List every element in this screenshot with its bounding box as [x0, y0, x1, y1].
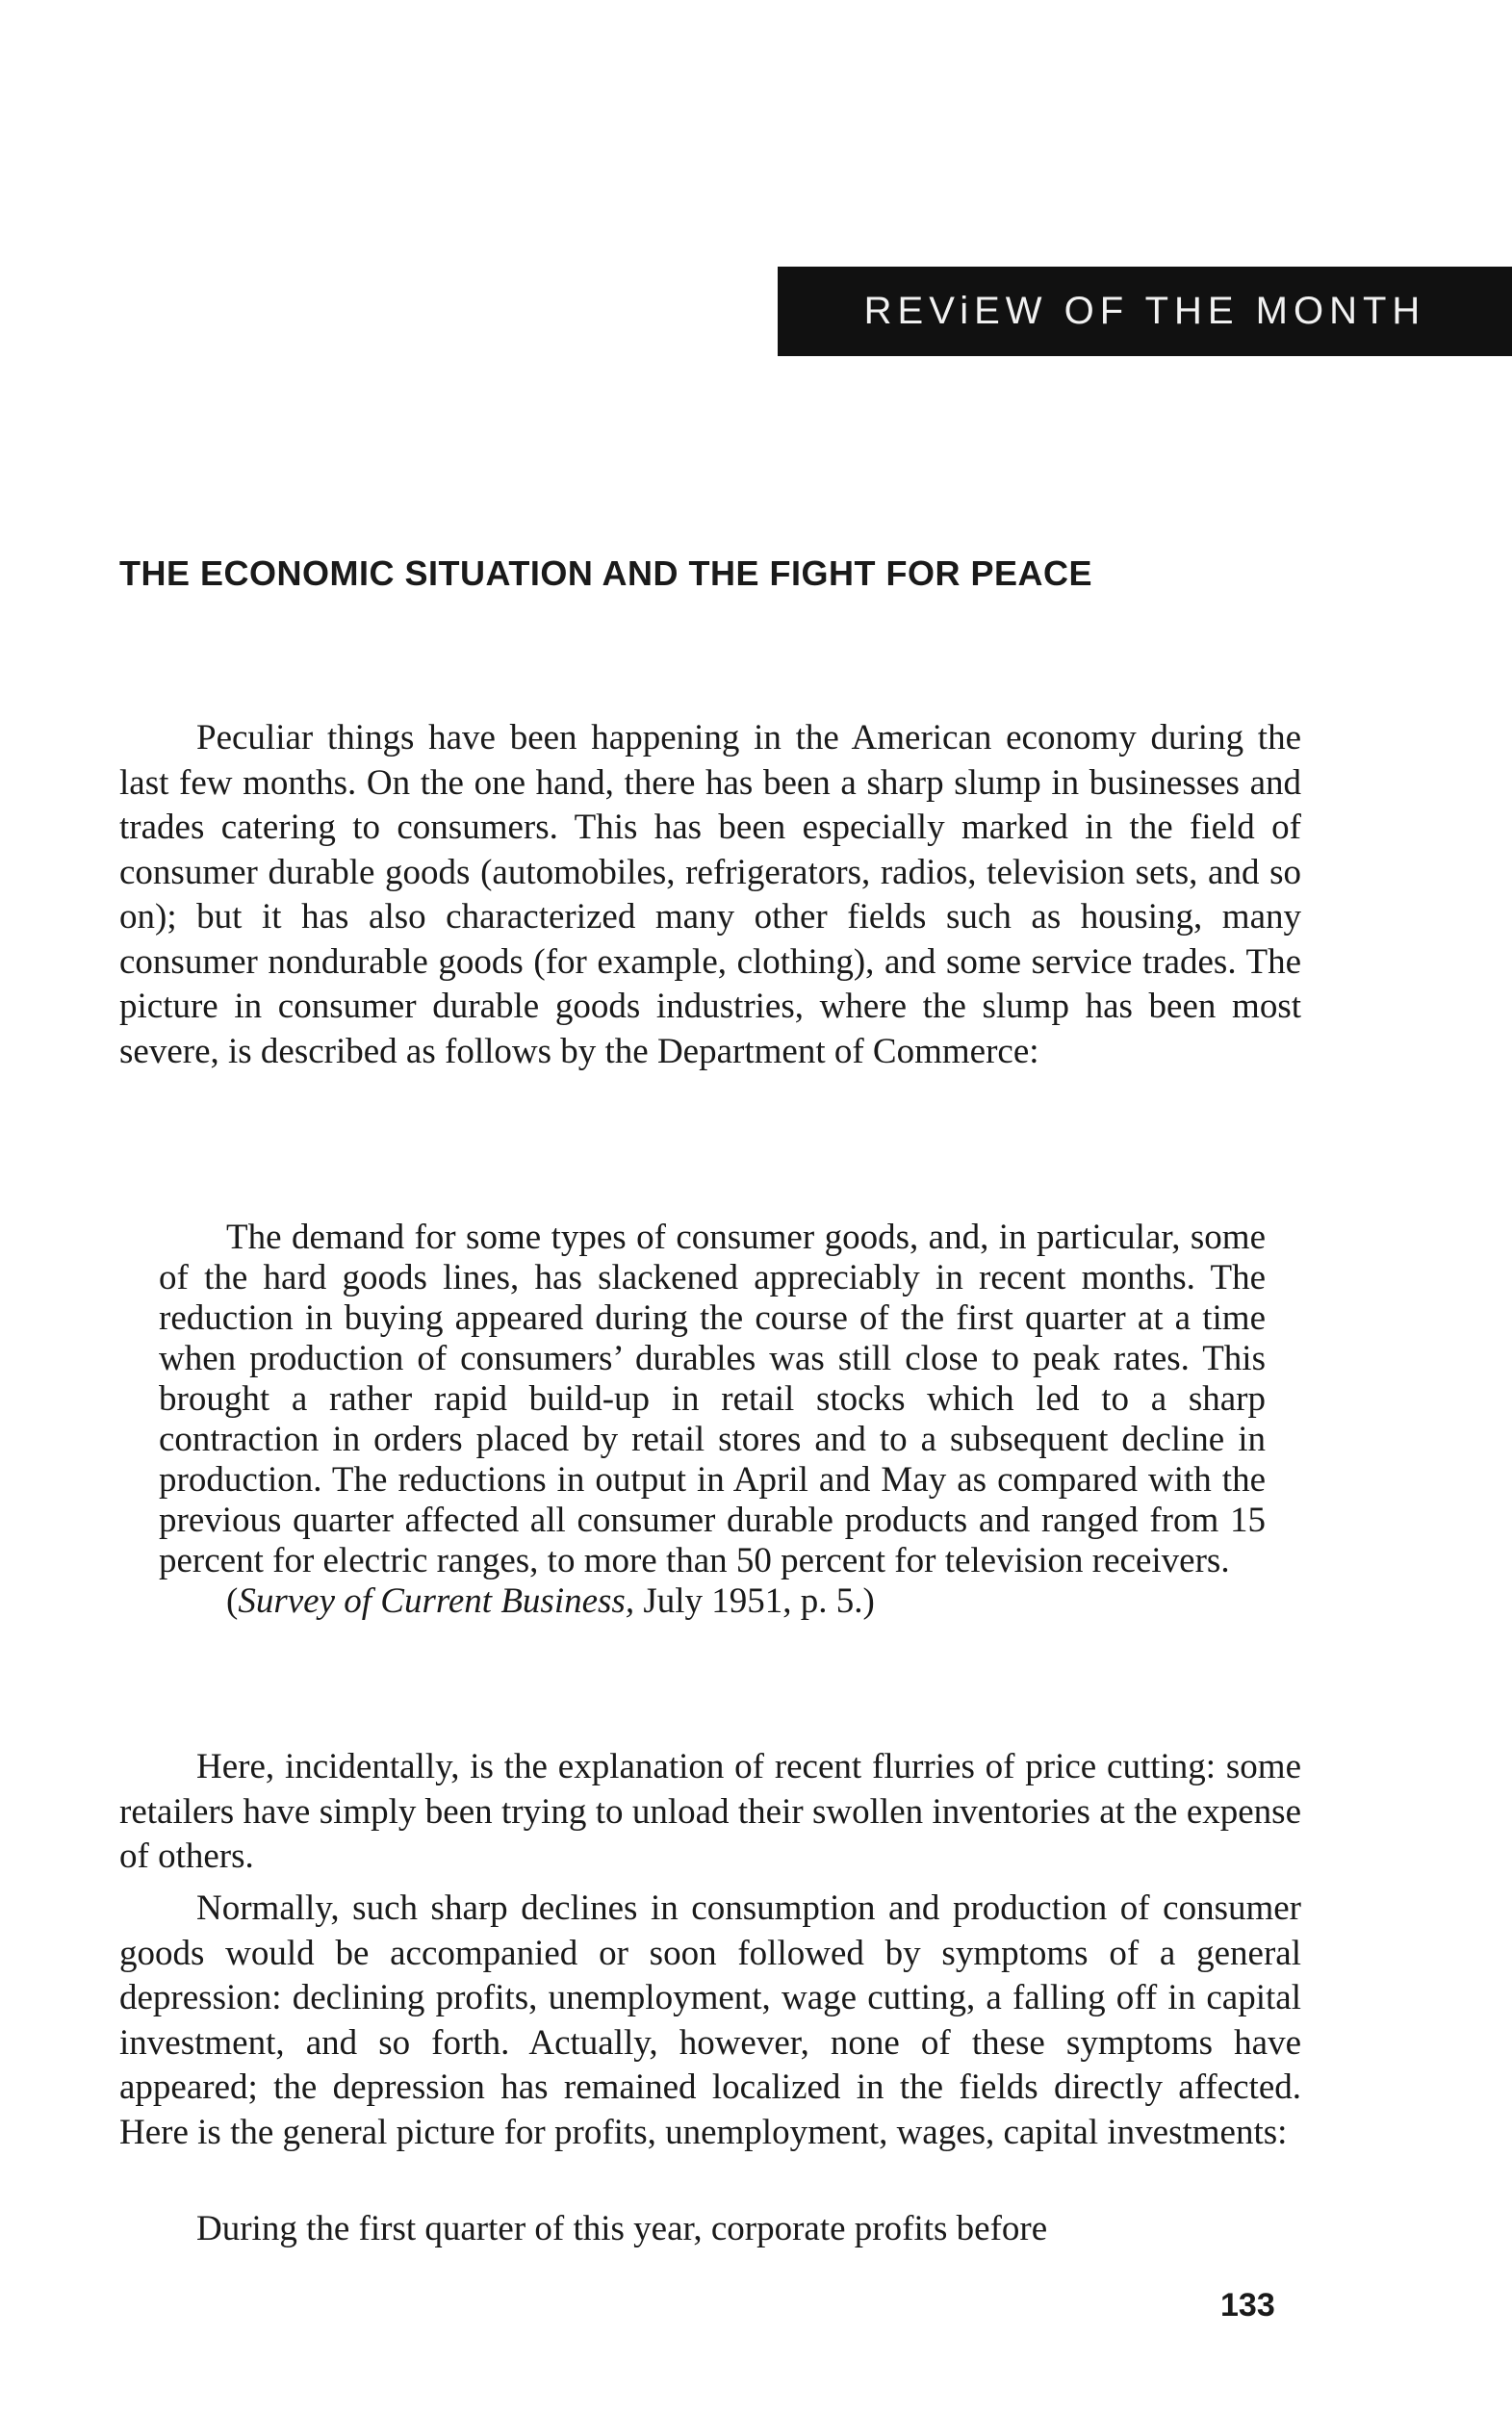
paragraph-intro: Peculiar things have been happening in the American economy during the last few months. On the one hand, there has been a sharp slump in businesses and trades catering to consumers. This has been especially marked in the field of consumer durable goods (automobiles, refrigerators, radios, television sets, and so on); but it has also characterized many other fields such as housing, many consumer nondurable goods (for example, clothing), and some service trades. The picture in consumer durable goods industries, where the slump has been most severe, is described as follows by the Department of Commerce: — [119, 718, 1301, 1071]
page-number: 133 — [1220, 2287, 1275, 2324]
block-quote-text: The demand for some types of consumer goods, and, in particular, some of the hard goods lines, has slackened appreciably in recent months. The reduction in buying appeared during the course of the first quarter at a time when production of consumers’ durables was still close to peak rates. This brought a rather rapid build-up in retail stocks which led to a sharp contraction in orders placed by retail stores and to a subsequent decline in production. The reductions in output in April and May as compared with the previous quarter affected all consumer durable products and ranged from 15 percent for electric ranges, to more than 50 percent for television receivers. — [159, 1218, 1266, 1580]
paragraph-corporate-profits: During the first quarter of this year, corporate profits before — [196, 2209, 1048, 2248]
quote-citation: (Survey of Current Business, July 1951, p. 5.) — [226, 1581, 875, 1621]
quote-source-title: Survey of Current Business, — [238, 1581, 635, 1621]
article-title: THE ECONOMIC SITUATION AND THE FIGHT FOR PEACE — [119, 553, 1092, 593]
block-quote — [159, 1218, 1266, 1622]
section-banner-text: REViEW OF THE MONTH — [863, 290, 1426, 332]
paragraph-price-cutting: Here, incidentally, is the explanation of recent flurries of price cutting: some retailers have simply been trying to unload their swollen inventories at the expense of others. — [119, 1747, 1301, 1876]
quote-source-detail: July 1951, p. 5.) — [634, 1581, 875, 1621]
paragraph-depression-symptoms: Normally, such sharp declines in consumption and production of consumer goods would be accompanied or soon followed by symptoms of a general depression: declining profits, unemployment, wage cutting, a falling off in capital investment, and so forth. Actually, however, none of these symptoms have appeared; the depression has remained localized in the fields directly affected. Here is the general picture for profits, unemployment, wages, capital investments: — [119, 1888, 1301, 2152]
section-banner — [778, 267, 1512, 356]
